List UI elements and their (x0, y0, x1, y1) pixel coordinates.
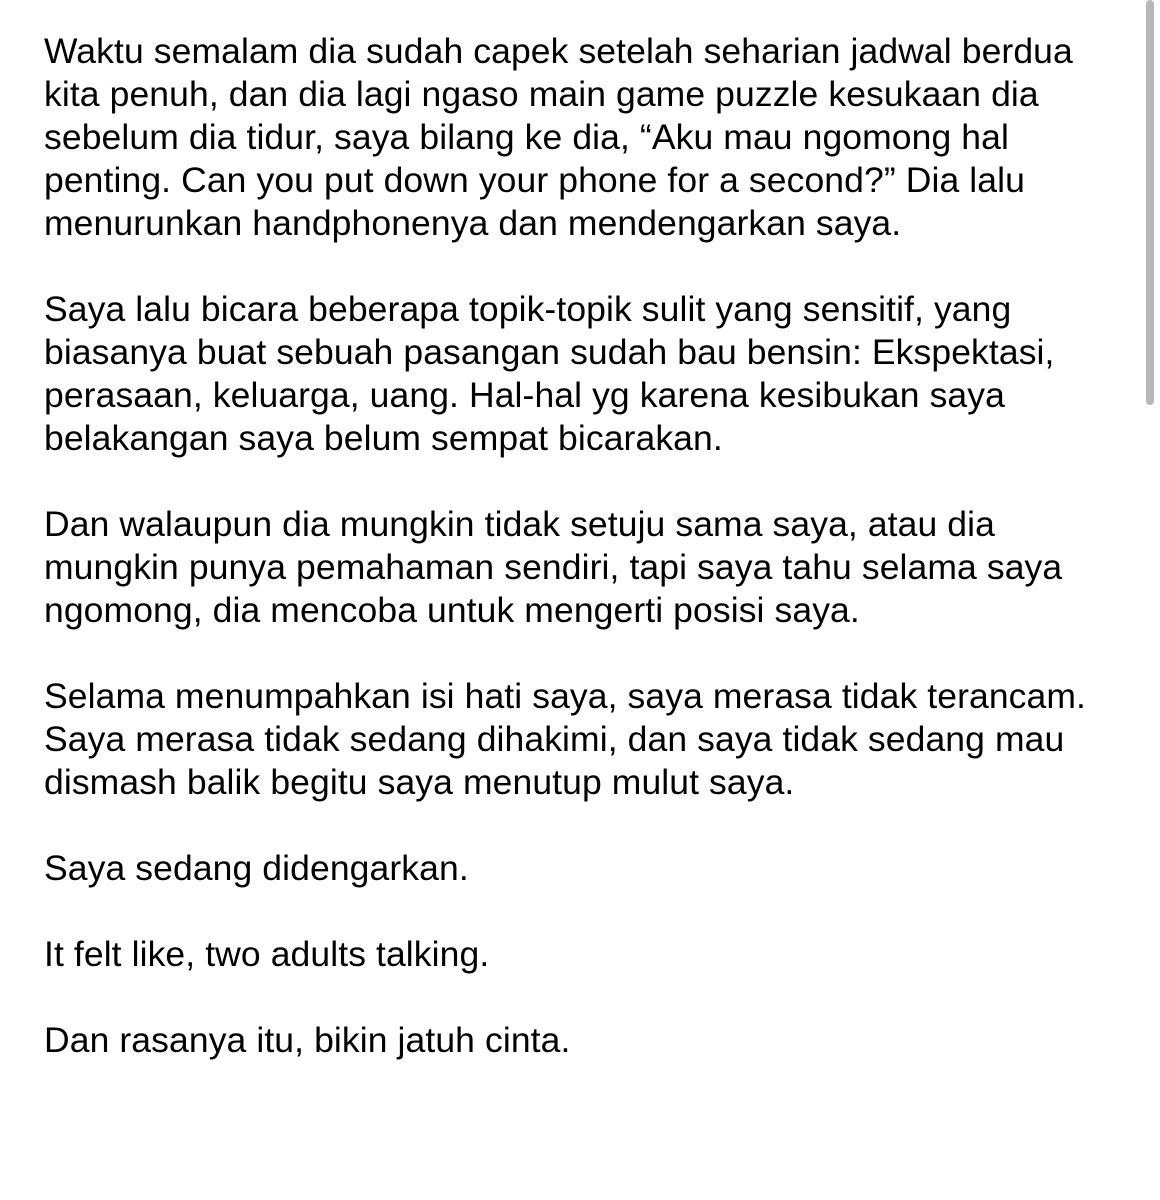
note-text-body[interactable] (44, 30, 1134, 1062)
paragraph-3: Dan walaupun dia mungkin tidak setuju sama saya, atau dia mungkin punya pemahaman sendiri, tapi saya tahu selama saya ngomong, dia mencoba untuk mengerti posisi saya. (44, 504, 1063, 630)
paragraph-4: Selama menumpahkan isi hati saya, saya merasa tidak terancam. Saya merasa tidak sedang dihakimi, dan saya tidak sedang mau dismash balik begitu saya menutup mulut saya. (44, 676, 1087, 802)
paragraph-7: Dan rasanya itu, bikin jatuh cinta. (44, 1020, 571, 1060)
paragraph-5: Saya sedang didengarkan. (44, 848, 469, 888)
paragraph-2: Saya lalu bicara beberapa topik-topik sulit yang sensitif, yang biasanya buat sebuah pasangan sudah bau bensin: Ekspektasi, perasaan, keluarga, uang. Hal-hal yg karena kesibukan saya belakangan saya belum sempat bicarakan. (44, 289, 1055, 458)
vertical-scrollbar[interactable] (1146, 0, 1154, 405)
paragraph-1: Waktu semalam dia sudah capek setelah seharian jadwal berdua kita penuh, dan dia lagi ngaso main game puzzle kesukaan dia sebelum dia tidur, saya bilang ke dia, “Aku mau ngomong hal penting. Can you put down your phone for a second?” Dia lalu menurunkan handphonenya dan mendengarkan saya. (44, 31, 1073, 243)
paragraph-6: It felt like, two adults talking. (44, 934, 490, 974)
